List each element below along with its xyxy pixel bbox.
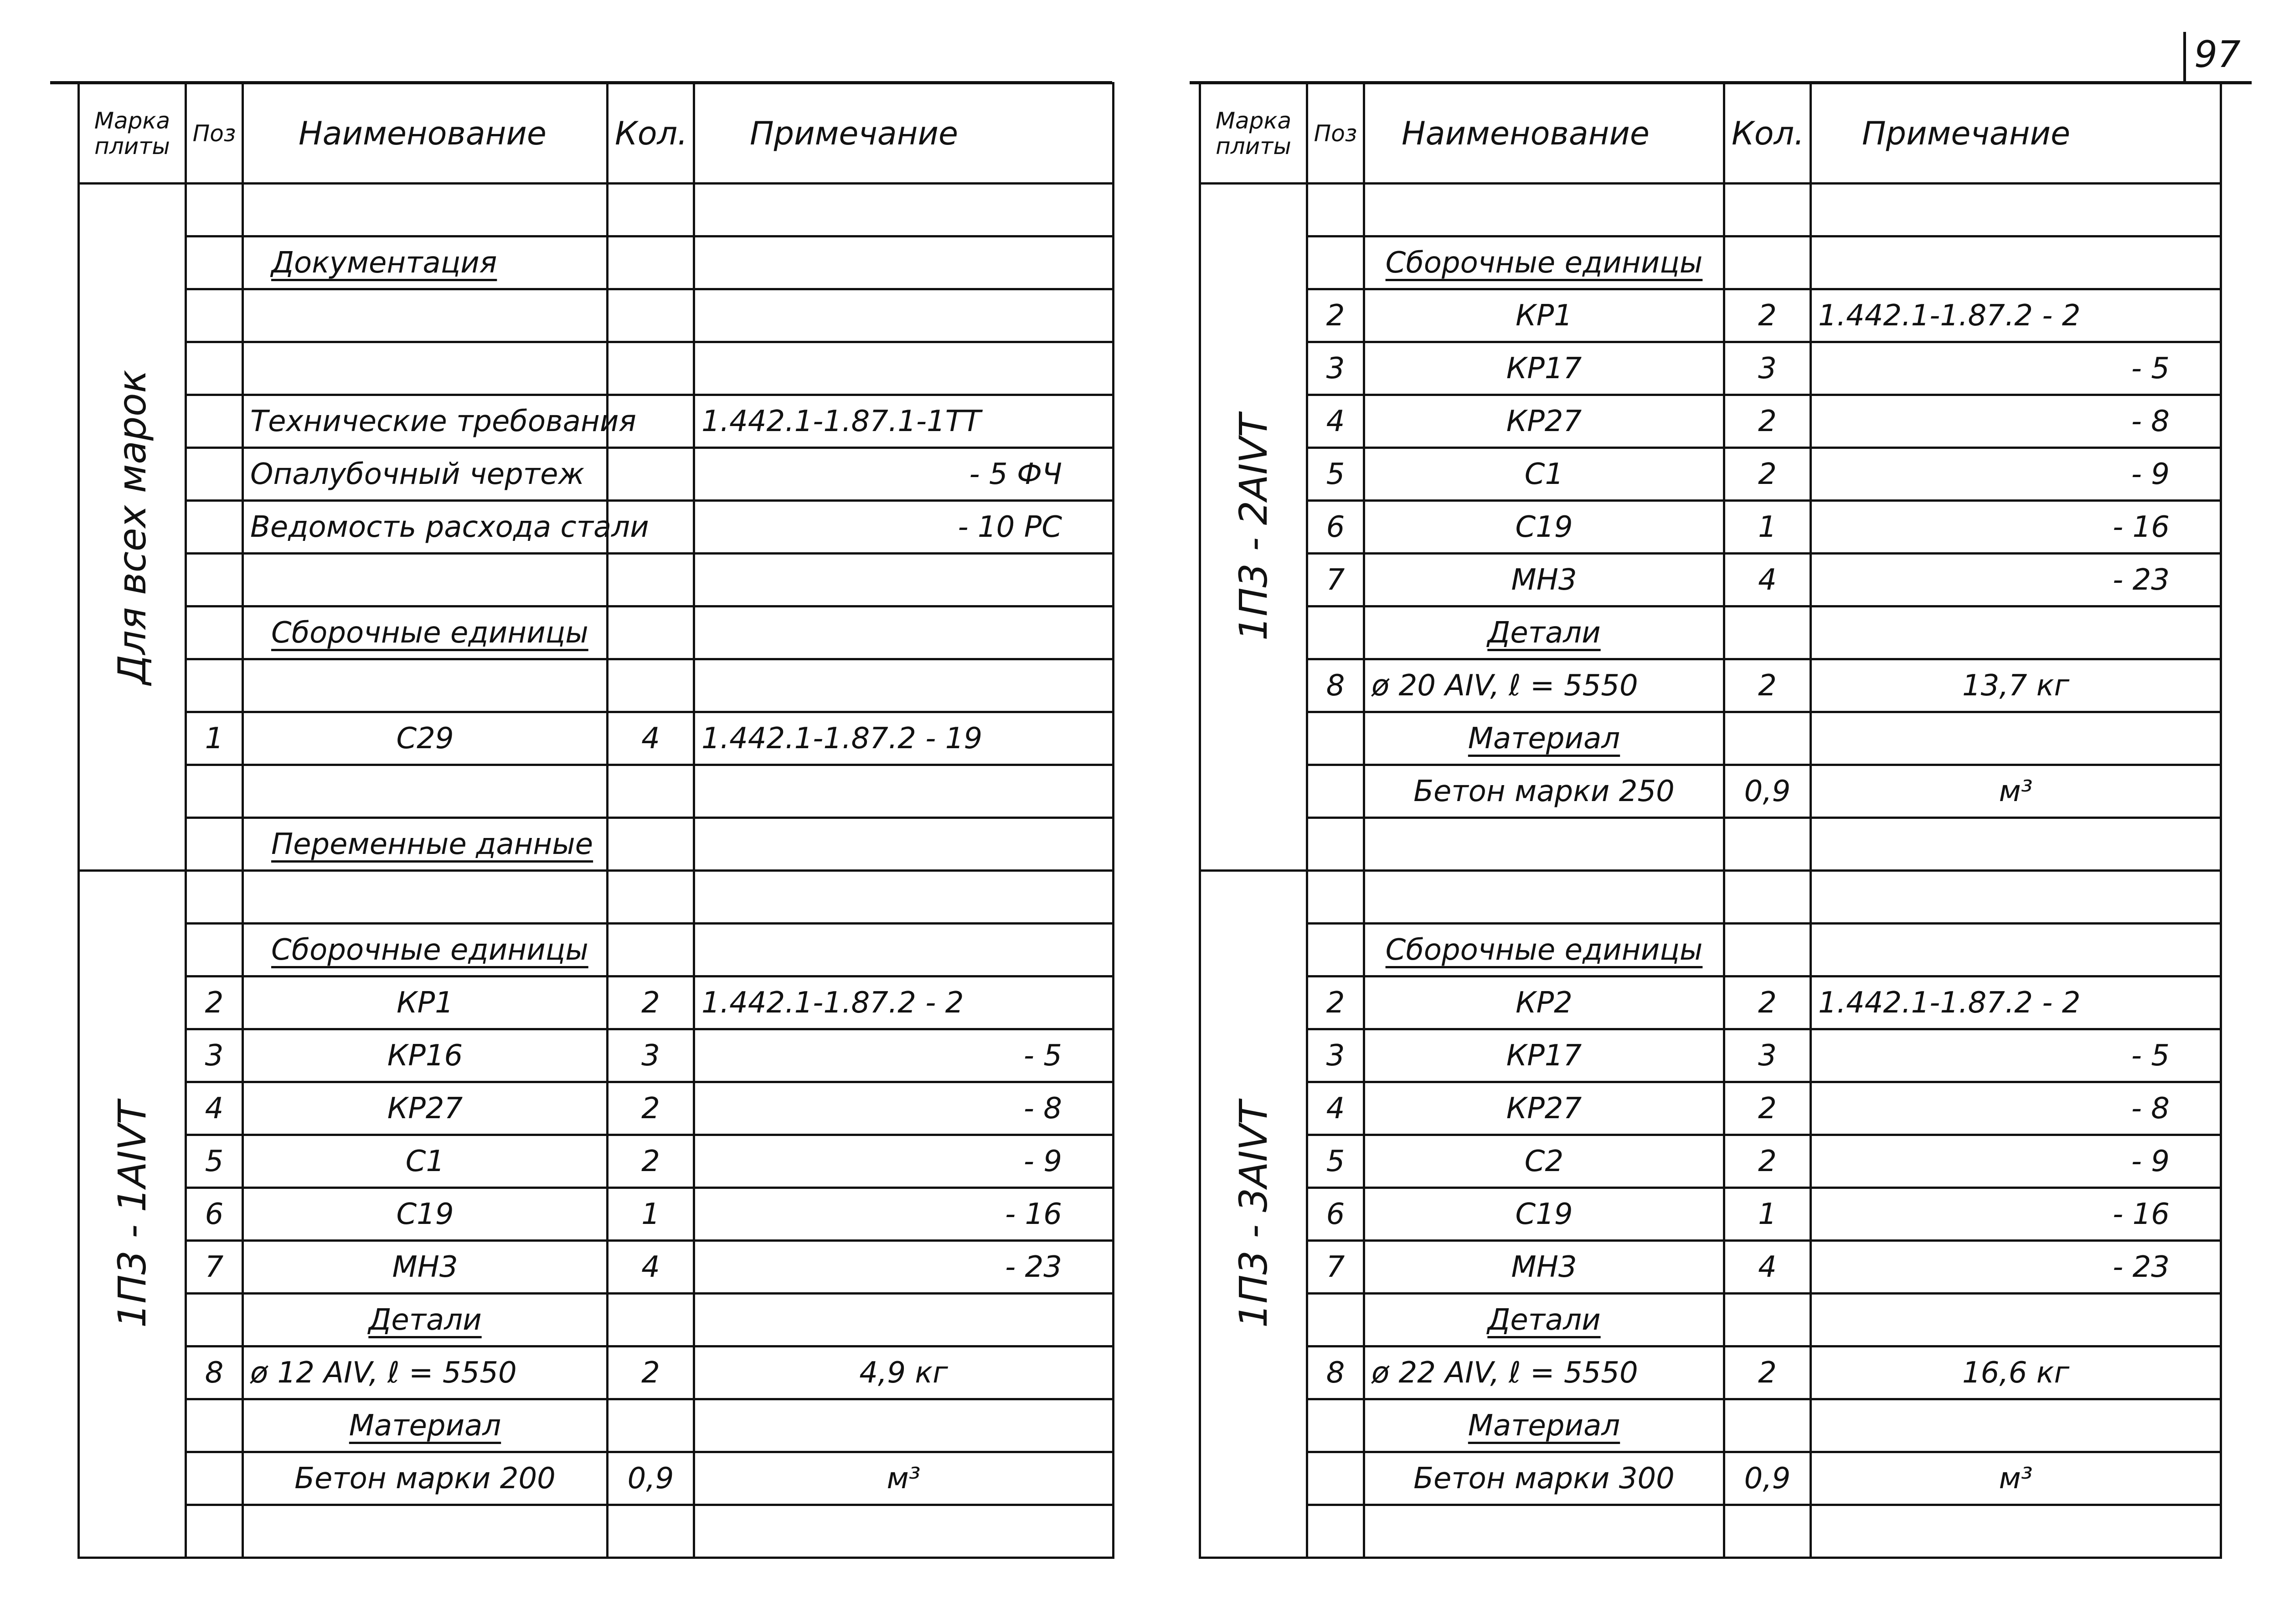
row-name — [243, 818, 608, 871]
row-pos: 7 — [1307, 554, 1364, 606]
row-name: С19 — [1364, 1188, 1724, 1241]
row-name: МН3 — [1364, 1241, 1724, 1294]
row-qty — [1724, 712, 1811, 765]
row-note: - 9 — [694, 1135, 1114, 1188]
table-row — [79, 501, 1114, 554]
row-pos — [186, 1452, 243, 1505]
header-mark: Марка плиты — [79, 83, 186, 184]
table-row — [1200, 554, 2221, 606]
row-name: КР16 — [243, 1029, 608, 1082]
row-name: Бетон марки 200 — [243, 1452, 608, 1505]
row-pos: 6 — [1307, 501, 1364, 554]
row-name — [1364, 184, 1724, 236]
row-name: ø 12 АIV, ℓ = 5550 — [243, 1346, 608, 1399]
group-mark-cell — [79, 184, 186, 871]
row-note — [694, 1294, 1114, 1346]
row-qty: 2 — [1724, 395, 1811, 448]
row-qty — [608, 289, 694, 342]
row-name — [243, 871, 608, 924]
row-name: С1 — [243, 1135, 608, 1188]
row-pos: 3 — [186, 1029, 243, 1082]
row-qty — [608, 448, 694, 501]
row-qty: 3 — [1724, 342, 1811, 395]
row-note: - 5 ФЧ — [694, 448, 1114, 501]
row-note: м³ — [1811, 765, 2221, 818]
row-qty — [608, 1505, 694, 1558]
row-name — [243, 289, 608, 342]
right-spec-table — [1199, 82, 2222, 1559]
header-pos: Поз — [186, 83, 243, 184]
row-qty: 1 — [1724, 501, 1811, 554]
table-row — [1200, 1188, 2221, 1241]
row-name: КР27 — [243, 1082, 608, 1135]
row-qty: 3 — [1724, 1029, 1811, 1082]
row-name — [243, 342, 608, 395]
section-heading: Детали — [1487, 1303, 1601, 1337]
section-heading: Материал — [349, 1408, 501, 1443]
row-name: С2 — [1364, 1135, 1724, 1188]
row-pos — [186, 448, 243, 501]
row-qty: 2 — [1724, 289, 1811, 342]
row-name — [1364, 1294, 1724, 1346]
row-qty — [608, 765, 694, 818]
row-qty: 0,9 — [1724, 1452, 1811, 1505]
row-pos — [1307, 1505, 1364, 1558]
table-row — [1200, 1082, 2221, 1135]
header-mark: Марка плиты — [1200, 83, 1307, 184]
table-row — [79, 659, 1114, 712]
table-row — [1200, 342, 2221, 395]
row-pos — [186, 236, 243, 289]
row-pos — [1307, 712, 1364, 765]
row-pos: 7 — [186, 1241, 243, 1294]
row-name: Опалубочный чертеж — [243, 448, 608, 501]
row-qty: 4 — [608, 712, 694, 765]
row-name: КР1 — [1364, 289, 1724, 342]
row-pos: 7 — [1307, 1241, 1364, 1294]
row-qty — [1724, 1294, 1811, 1346]
table-row — [1200, 1294, 2221, 1346]
row-qty — [1724, 871, 1811, 924]
row-note: 13,7 кг — [1811, 659, 2221, 712]
row-note — [1811, 871, 2221, 924]
header-name: Наименование — [1364, 83, 1724, 184]
row-pos: 6 — [1307, 1188, 1364, 1241]
row-note: - 8 — [1811, 395, 2221, 448]
row-qty — [608, 342, 694, 395]
row-qty — [1724, 818, 1811, 871]
table-row — [79, 818, 1114, 871]
row-qty: 2 — [1724, 448, 1811, 501]
row-note: 1.442.1-1.87.2 - 2 — [1811, 976, 2221, 1029]
row-note: - 23 — [694, 1241, 1114, 1294]
table-row — [1200, 871, 2221, 924]
row-pos — [186, 765, 243, 818]
section-heading: Детали — [368, 1303, 482, 1337]
row-qty — [608, 659, 694, 712]
row-name: КР17 — [1364, 342, 1724, 395]
row-name: Бетон марки 300 — [1364, 1452, 1724, 1505]
row-name — [1364, 818, 1724, 871]
row-pos — [1307, 924, 1364, 976]
table-row — [79, 1029, 1114, 1082]
row-note: м³ — [1811, 1452, 2221, 1505]
row-pos — [1307, 1399, 1364, 1452]
row-note: - 9 — [1811, 1135, 2221, 1188]
row-pos — [186, 342, 243, 395]
table-row — [1200, 236, 2221, 289]
row-note: 1.442.1-1.87.1-1ТТ — [694, 395, 1114, 448]
row-note: - 16 — [1811, 1188, 2221, 1241]
row-name — [243, 184, 608, 236]
row-pos — [186, 184, 243, 236]
row-qty: 4 — [1724, 554, 1811, 606]
row-note — [694, 659, 1114, 712]
row-pos — [1307, 765, 1364, 818]
table-row — [79, 1346, 1114, 1399]
row-name: Бетон марки 250 — [1364, 765, 1724, 818]
row-qty: 1 — [608, 1188, 694, 1241]
table-row — [79, 1452, 1114, 1505]
row-note — [1811, 712, 2221, 765]
group-mark-label: 1П3 - 2АIVТ — [1231, 413, 1276, 641]
row-qty: 2 — [608, 976, 694, 1029]
row-pos — [1307, 1294, 1364, 1346]
row-name — [1364, 871, 1724, 924]
table-row — [1200, 448, 2221, 501]
row-pos: 2 — [1307, 289, 1364, 342]
table-row — [1200, 1029, 2221, 1082]
row-name: МН3 — [243, 1241, 608, 1294]
row-pos — [186, 659, 243, 712]
row-qty — [608, 924, 694, 976]
table-row — [79, 1135, 1114, 1188]
table-row — [1200, 184, 2221, 236]
row-name — [243, 236, 608, 289]
table-row — [79, 924, 1114, 976]
row-qty — [608, 1399, 694, 1452]
table-row — [1200, 924, 2221, 976]
row-name — [243, 1294, 608, 1346]
row-name: С19 — [1364, 501, 1724, 554]
table-row — [79, 606, 1114, 659]
group-mark-cell — [1200, 871, 1307, 1558]
table-row — [79, 395, 1114, 448]
row-qty — [608, 236, 694, 289]
row-pos: 5 — [1307, 448, 1364, 501]
row-note: - 9 — [1811, 448, 2221, 501]
row-note — [1811, 924, 2221, 976]
group-mark-label: Для всех марок — [110, 370, 155, 684]
table-row — [1200, 395, 2221, 448]
row-pos: 4 — [1307, 1082, 1364, 1135]
row-pos: 5 — [186, 1135, 243, 1188]
row-name: КР17 — [1364, 1029, 1724, 1082]
row-qty: 2 — [1724, 1082, 1811, 1135]
row-name: МН3 — [1364, 554, 1724, 606]
section-heading: Сборочные единицы — [1385, 933, 1703, 967]
row-note — [1811, 1505, 2221, 1558]
row-qty: 3 — [608, 1029, 694, 1082]
row-qty: 0,9 — [1724, 765, 1811, 818]
row-note: - 8 — [694, 1082, 1114, 1135]
row-note — [1811, 606, 2221, 659]
table-row — [1200, 501, 2221, 554]
row-note — [694, 924, 1114, 976]
row-note — [1811, 184, 2221, 236]
row-pos — [186, 289, 243, 342]
row-name — [1364, 606, 1724, 659]
table-row — [1200, 976, 2221, 1029]
row-qty — [608, 554, 694, 606]
group-mark-label: 1П3 - 1АIVТ — [110, 1100, 155, 1328]
row-note: 1.442.1-1.87.2 - 2 — [694, 976, 1114, 1029]
section-heading: Переменные данные — [271, 827, 593, 861]
row-pos — [186, 1294, 243, 1346]
row-qty — [1724, 606, 1811, 659]
table-row — [79, 554, 1114, 606]
row-qty — [608, 606, 694, 659]
group-mark-label: 1П3 - 3АIVТ — [1231, 1100, 1276, 1328]
row-qty — [608, 1294, 694, 1346]
row-qty — [608, 184, 694, 236]
row-pos — [186, 1399, 243, 1452]
row-qty: 4 — [608, 1241, 694, 1294]
row-name: ø 20 АIV, ℓ = 5550 — [1364, 659, 1724, 712]
row-name — [1364, 236, 1724, 289]
row-note: - 16 — [694, 1188, 1114, 1241]
row-qty — [608, 818, 694, 871]
table-row — [79, 1188, 1114, 1241]
row-qty: 2 — [1724, 1135, 1811, 1188]
row-pos — [186, 871, 243, 924]
header-note: Примечание — [1811, 83, 2221, 184]
row-pos — [186, 395, 243, 448]
section-heading: Сборочные единицы — [271, 616, 588, 650]
row-name — [1364, 1505, 1724, 1558]
row-qty — [1724, 924, 1811, 976]
row-name: ø 22 АIV, ℓ = 5550 — [1364, 1346, 1724, 1399]
row-pos — [1307, 1452, 1364, 1505]
row-pos: 8 — [1307, 659, 1364, 712]
section-heading: Сборочные единицы — [271, 933, 588, 967]
row-pos — [1307, 184, 1364, 236]
table-row — [1200, 289, 2221, 342]
row-qty: 0,9 — [608, 1452, 694, 1505]
row-pos: 1 — [186, 712, 243, 765]
row-qty — [1724, 184, 1811, 236]
left-spec-table — [77, 82, 1114, 1559]
row-name — [243, 1399, 608, 1452]
table-row — [79, 342, 1114, 395]
row-name: КР2 — [1364, 976, 1724, 1029]
header-pos: Поз — [1307, 83, 1364, 184]
row-note: - 23 — [1811, 1241, 2221, 1294]
row-pos — [1307, 606, 1364, 659]
row-note: 1.442.1-1.87.2 - 2 — [1811, 289, 2221, 342]
section-heading: Материал — [1468, 721, 1620, 755]
table-row — [79, 289, 1114, 342]
row-note — [694, 818, 1114, 871]
row-note — [694, 289, 1114, 342]
row-name: Ведомость расхода стали — [243, 501, 608, 554]
row-pos — [1307, 236, 1364, 289]
row-note: 16,6 кг — [1811, 1346, 2221, 1399]
row-name — [1364, 1399, 1724, 1452]
row-note — [694, 1505, 1114, 1558]
row-pos: 6 — [186, 1188, 243, 1241]
header-qty: Кол. — [1724, 83, 1811, 184]
table-row — [1200, 659, 2221, 712]
header-name: Наименование — [243, 83, 608, 184]
row-note: 1.442.1-1.87.2 - 19 — [694, 712, 1114, 765]
row-name: С19 — [243, 1188, 608, 1241]
table-row — [79, 236, 1114, 289]
table-row — [1200, 1399, 2221, 1452]
row-qty — [608, 871, 694, 924]
row-qty — [1724, 1399, 1811, 1452]
row-qty — [1724, 236, 1811, 289]
row-qty: 2 — [1724, 976, 1811, 1029]
page-number: 97 — [2183, 32, 2243, 82]
row-name — [243, 765, 608, 818]
table-row — [79, 1505, 1114, 1558]
row-qty: 2 — [608, 1082, 694, 1135]
row-pos — [186, 501, 243, 554]
table-row — [79, 1241, 1114, 1294]
table-row — [79, 765, 1114, 818]
table-row — [79, 1399, 1114, 1452]
row-note — [694, 606, 1114, 659]
row-note — [1811, 818, 2221, 871]
section-heading: Детали — [1487, 616, 1601, 650]
row-name — [1364, 924, 1724, 976]
row-pos — [186, 818, 243, 871]
table-row — [1200, 1452, 2221, 1505]
row-note — [694, 184, 1114, 236]
row-pos — [1307, 818, 1364, 871]
table-row — [79, 184, 1114, 236]
row-name — [243, 606, 608, 659]
group-mark-cell — [1200, 184, 1307, 871]
row-name: КР1 — [243, 976, 608, 1029]
table-row — [1200, 606, 2221, 659]
row-name: Технические требования — [243, 395, 608, 448]
row-note — [694, 871, 1114, 924]
row-qty: 4 — [1724, 1241, 1811, 1294]
row-note: 4,9 кг — [694, 1346, 1114, 1399]
group-mark-cell — [79, 871, 186, 1558]
row-pos: 3 — [1307, 1029, 1364, 1082]
row-note — [1811, 1294, 2221, 1346]
row-name: С1 — [1364, 448, 1724, 501]
row-name — [1364, 712, 1724, 765]
table-row — [79, 712, 1114, 765]
row-note — [694, 342, 1114, 395]
row-name — [243, 554, 608, 606]
row-name: С29 — [243, 712, 608, 765]
row-pos: 4 — [1307, 395, 1364, 448]
row-name — [243, 924, 608, 976]
row-note: - 16 — [1811, 501, 2221, 554]
row-note: - 5 — [694, 1029, 1114, 1082]
table-row — [79, 1294, 1114, 1346]
row-pos: 8 — [186, 1346, 243, 1399]
row-note — [1811, 236, 2221, 289]
row-note: - 10 РС — [694, 501, 1114, 554]
row-qty: 2 — [608, 1346, 694, 1399]
row-note — [694, 554, 1114, 606]
table-row — [1200, 765, 2221, 818]
row-name — [243, 659, 608, 712]
row-name: КР27 — [1364, 1082, 1724, 1135]
row-pos — [1307, 871, 1364, 924]
row-pos: 4 — [186, 1082, 243, 1135]
row-qty: 1 — [1724, 1188, 1811, 1241]
row-note — [694, 765, 1114, 818]
row-pos — [186, 1505, 243, 1558]
row-pos: 2 — [186, 976, 243, 1029]
table-row — [79, 448, 1114, 501]
row-pos: 3 — [1307, 342, 1364, 395]
row-pos: 5 — [1307, 1135, 1364, 1188]
row-qty — [1724, 1505, 1811, 1558]
table-row — [79, 976, 1114, 1029]
row-pos: 8 — [1307, 1346, 1364, 1399]
table-row — [1200, 1135, 2221, 1188]
row-pos — [186, 924, 243, 976]
table-row — [1200, 712, 2221, 765]
table-row — [1200, 1346, 2221, 1399]
row-note: - 5 — [1811, 1029, 2221, 1082]
row-note — [694, 236, 1114, 289]
row-note: - 5 — [1811, 342, 2221, 395]
row-note: м³ — [694, 1452, 1114, 1505]
row-pos — [186, 606, 243, 659]
table-row — [1200, 818, 2221, 871]
row-note — [1811, 1399, 2221, 1452]
table-row — [79, 1082, 1114, 1135]
row-pos — [186, 554, 243, 606]
row-note: - 23 — [1811, 554, 2221, 606]
section-heading: Материал — [1468, 1408, 1620, 1443]
section-heading: Сборочные единицы — [1385, 246, 1703, 280]
table-row — [1200, 1241, 2221, 1294]
row-pos: 2 — [1307, 976, 1364, 1029]
section-heading: Документация — [271, 246, 497, 280]
table-row — [79, 871, 1114, 924]
header-note: Примечание — [694, 83, 1114, 184]
row-note — [694, 1399, 1114, 1452]
table-row — [1200, 1505, 2221, 1558]
row-qty: 2 — [1724, 659, 1811, 712]
row-qty: 2 — [1724, 1346, 1811, 1399]
row-name — [243, 1505, 608, 1558]
row-name: КР27 — [1364, 395, 1724, 448]
header-qty: Кол. — [608, 83, 694, 184]
row-note: - 8 — [1811, 1082, 2221, 1135]
row-qty: 2 — [608, 1135, 694, 1188]
